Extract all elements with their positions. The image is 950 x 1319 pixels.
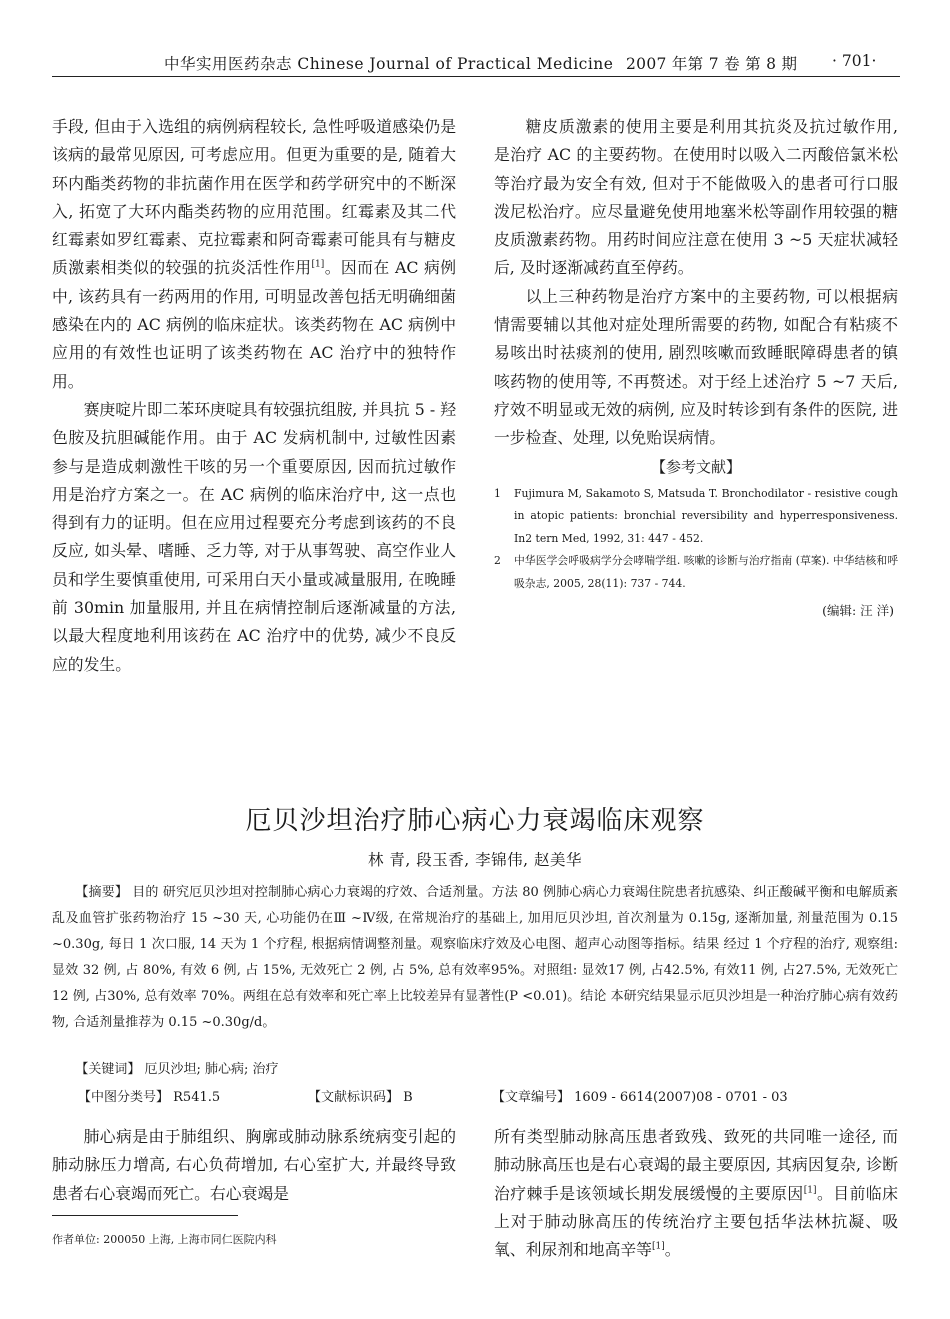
reference-text: Fujimura M, Sakamoto S, Matsuda T. Bronchodilator - resistive cough in atopic patients: bronchial reversibility and hyperresponsiveness. In2 tern Med, 1992, 31: 447 - 452. [514, 486, 898, 545]
document-code: 【文献标识码】 B [308, 1090, 413, 1105]
reference-item [494, 550, 898, 595]
keywords: 【关键词】 厄贝沙坦; 肺心病; 治疗 [75, 1062, 279, 1077]
paragraph: 手段, 但由于入选组的病例病程较长, 急性呼吸道感染仍是该病的最常见原因, 可考虑应用。但更为重要的是, 随着大环内酯类药物的非抗菌作用在医学和药学研究中的不断深入, 拓宽了大环内酯类药物的应用范围。红霉素及其二代红霉素如罗红霉素、克拉霉素和阿奇霉素可能具有与糖皮质激素相类似的较强的抗炎活性作用[1]。因而在 AC 病例中, 该药具有一药两用的作用, 可明显改善包括无明确细菌感染在内的 AC 病例的临床症状。该类药物在 AC 病例中应用的有效性也证明了该类药物在 AC 治疗中的独特作用。 [52, 117, 456, 391]
reference-text: 中华医学会呼吸病学分会哮喘学组. 咳嗽的诊断与治疗指南 (草案). 中华结核和呼吸杂志, 2005, 28(11): 737 - 744. [514, 554, 898, 590]
left-column [52, 113, 456, 679]
editor-note: (编辑: 汪 洋) [822, 603, 894, 619]
paragraph: 以上三种药物是治疗方案中的主要药物, 可以根据病情需要辅以其他对症处理所需要的药物, 如配合有粘痰不易咳出时祛痰剂的使用, 剧烈咳嗽而致睡眠障碍患者的镇咳药物的使用等, 不再赘述。对于经上述治疗 5 ~7 天后, 疗效不明显或无效的病例, 应及时转诊到有条件的医院, 进一步检查、处理, 以免贻误病情。 [494, 286, 898, 448]
issue-info: 2007 年第 7 卷 第 8 期 [626, 55, 798, 73]
body-text-right: 所有类型肺动脉高压患者致残、致死的共同唯一途径, 而肺动脉高压也是右心衰竭的最主要原因, 其病因复杂, 诊断治疗棘手是该领域长期发展缓慢的主要原因[1]。目前临床上对于肺动脉高压的传统治疗主要包括华法林抗凝、吸氧、利尿剂和地高辛等[1]。 [494, 1127, 898, 1260]
abstract-text: 【摘要】 目的 研究厄贝沙坦对控制肺心病心力衰竭的疗效、合适剂量。方法 80 例肺心病心力衰竭住院患者抗感染、纠正酸碱平衡和电解质紊乱及血管扩张药物治疗 15 ~30 天, 心功能仍在Ⅲ ~Ⅳ级, 在常规治疗的基础上, 加用厄贝沙坦, 首次剂量为 0.15g, 逐渐加量, 剂量范围为 0.15 ~0.30g, 每日 1 次口服, 14 天为 1 个疗程, 根据病情调整剂量。观察临床疗效及心电图、超声心动图等指标。结果 经过 1 个疗程的治疗, 观察组: 显效 32 例, 占 80%, 有效 6 例, 占 15%, 无效死亡 2 例, 占 5%, 总有效率95%。对照组: 显效17 例, 占42.5%, 有效11 例, 占27.5%, 无效死亡12 例, 占30%, 总有效率 70%。两组在总有效率和死亡率上比较差异有显著性(P <0.01)。结论 本研究结果显示厄贝沙坦是一种治疗肺心病有效药物, 合适剂量推荐为 0.15 ~0.30g/d。 [52, 885, 898, 1030]
reference-list [494, 483, 898, 596]
abstract [52, 880, 898, 1036]
reference-item [494, 483, 898, 551]
page-number: · 701· [832, 52, 877, 70]
body-text-left: 肺心病是由于肺组织、胸廓或肺动脉系统病变引起的肺动脉压力增高, 右心负荷增加, 右心室扩大, 并最终导致患者右心衰竭而死亡。右心衰竭是 [52, 1127, 456, 1203]
reference-number: 2 [494, 554, 501, 568]
running-header [0, 52, 950, 76]
paragraph: 赛庚啶片即二苯环庚啶具有较强抗组胺, 并具抗 5 - 羟色胺及抗胆碱能作用。由于 AC 发病机制中, 过敏性因素参与是造成刺激性干咳的另一个重要原因, 因而抗过敏作用是治疗方案之一。在 AC 病例的临床治疗中, 这一点也得到有力的证明。但在应用过程要充分考虑到该药的不良反应, 如头晕、嗜睡、乏力等, 对于从事驾驶、高空作业人员和学生要慎重使用, 可采用白天小量或减量服用, 在晚睡前 30min 加量服用, 并且在病情控制后逐渐减量的方法, 以最大程度地利用该药在 AC 治疗中的优势, 减少不良反应的发生。 [52, 399, 456, 674]
right-column [494, 113, 898, 626]
article-authors: 林 青, 段玉香, 李锦伟, 赵美华 [368, 851, 582, 869]
citation: [1] [803, 1185, 817, 1196]
author-affiliation-footnote: 作者单位: 200050 上海, 上海市同仁医院内科 [52, 1233, 277, 1246]
footnote-rule [52, 1215, 238, 1216]
citation: [1] [311, 260, 325, 271]
article-number: 【文章编号】 1609 - 6614(2007)08 - 0701 - 03 [492, 1090, 788, 1105]
reference-number: 1 [494, 486, 501, 500]
header-rule [52, 76, 900, 77]
journal-name: 中华实用医药杂志 Chinese Journal of Practical Medicine [164, 55, 614, 73]
paragraph: 糖皮质激素的使用主要是利用其抗炎及抗过敏作用, 是治疗 AC 的主要药物。在使用时以吸入二丙酸倍氯米松等治疗最为安全有效, 但对于不能做吸入的患者可行口服泼尼松治疗。应尽量避免使用地塞米松等副作用较强的糖皮质激素药物。用药时间应注意在使用 3 ~5 天症状减轻后, 及时逐渐减药直至停药。 [494, 117, 898, 278]
references-heading: 【参考文献】 [650, 457, 741, 476]
article-title: 厄贝沙坦治疗肺心病心力衰竭临床观察 [245, 806, 705, 836]
clc-number: 【中图分类号】 R541.5 [78, 1090, 221, 1105]
citation: [1] [651, 1241, 665, 1252]
